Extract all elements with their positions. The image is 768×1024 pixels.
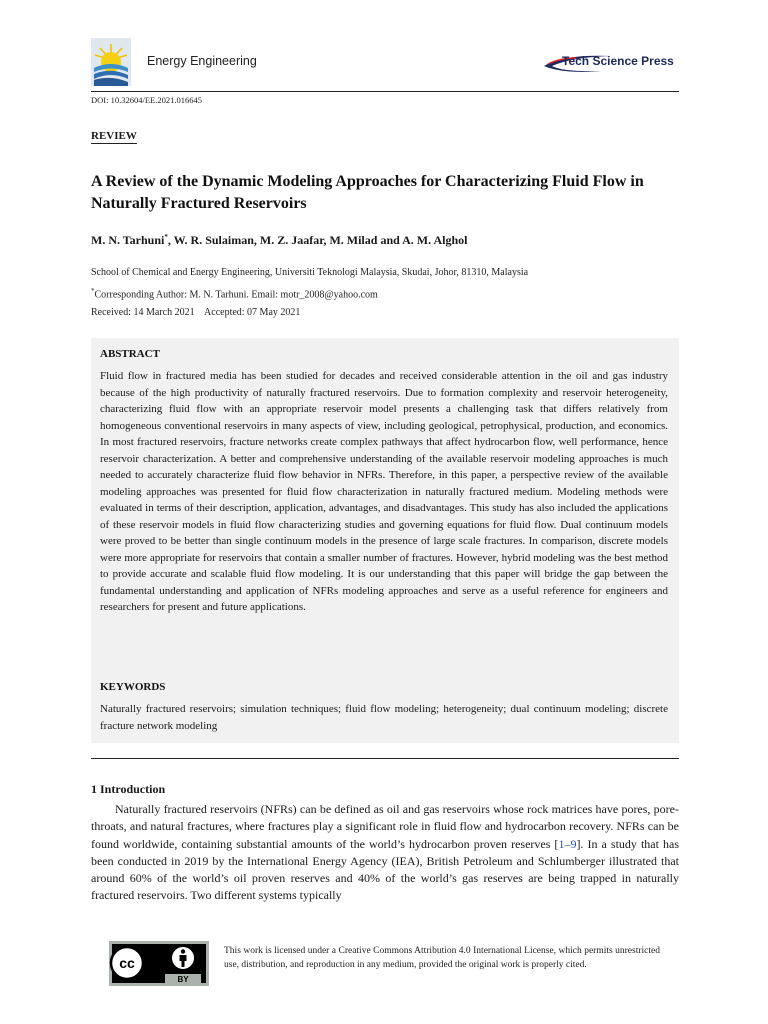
author-list xyxy=(91,233,467,248)
header-divider xyxy=(91,91,679,92)
keywords-text: Naturally fractured reservoirs; simulation techniques; fluid flow modeling; heterogeneity; dual continuum modeling; discrete fracture network modeling xyxy=(100,703,668,732)
citation-link[interactable]: 1–9 xyxy=(558,836,577,851)
journal-logo xyxy=(91,38,131,86)
article-dates: Received: 14 March 2021 Accepted: 07 May 2021 xyxy=(91,307,301,318)
abstract-box xyxy=(91,338,679,743)
corresponding-text: Corresponding Author: M. N. Tarhuni. Email: motr_2008@yahoo.com xyxy=(94,289,378,301)
introduction-paragraph xyxy=(91,801,679,905)
cc-by-license-icon[interactable] xyxy=(109,941,209,986)
cc-letters: cc xyxy=(119,955,135,971)
article-type-label: REVIEW xyxy=(91,130,137,142)
affiliation: School of Chemical and Energy Engineering, Universiti Teknologi Malaysia, Skudai, Johor, 81310, Malaysia xyxy=(91,267,529,278)
author-others: , W. R. Sulaiman, M. Z. Jaafar, M. Milad and A. M. Alghol xyxy=(167,233,468,247)
introduction-heading: 1 Introduction xyxy=(91,782,166,796)
section-divider xyxy=(91,758,679,759)
corresponding-mark: * xyxy=(91,287,95,295)
article-title: A Review of the Dynamic Modeling Approaches for Characterizing Fluid Flow in Naturally Fractured Reservoirs xyxy=(91,173,644,212)
introduction-text-b: ]. In a study that has been conducted in 2019 by the International Energy Agency (IEA), British Petroleum and Schlumberger illustrated that around 60% of the world’s oil proven reserves and 40% of the world’s gas reserves are being trapped in naturally fractured reservoirs. Two different systems typically xyxy=(91,836,679,903)
introduction-text-a: Naturally fractured reservoirs (NFRs) can be defined as oil and gas reservoirs whose rock matrices have pores, pore-throats, and natural fractures, where fractures play a significant role in fluid flow and hydrocarbon recovery. NFRs can be found worldwide, containing substantial amounts of the world’s hydrocarbon proven reserves [ xyxy=(91,802,679,851)
by-letters: BY xyxy=(177,975,189,984)
journal-name: Energy Engineering xyxy=(147,54,257,68)
publisher-name: Tech Science Press xyxy=(562,54,674,68)
abstract-text: Fluid flow in fractured media has been studied for decades and received considerable attention in the oil and gas industry because of the high productivity of naturally fractured reservoirs. Due to formation complexity and reservoir heterogeneity, characterizing fluid flow with an appropriate reservoir model presents a challenging task that differs relatively from homogeneous conventional reservoirs in many aspects of view, including geological, petrophysical, production, and economics. In most fractured reservoirs, fracture networks create complex pathways that affect hydrocarbon flow, well performance, hence reservoir characterization. A better and comprehensive understanding of the available reservoir modeling approaches is much needed to accurately characterize fluid flow behavior in NFRs. Therefore, in this paper, a perspective review of the available modeling approaches was presented for fluid flow characterization in naturally fractured medium. Modeling methods were evaluated in terms of their description, application, advantages, and disadvantages. This study has also included the applications of these reservoir models in fluid flow characterizing studies and governing equations for fluid flow. Dual continuum models were proved to be better than single continuum models in the presence of large scale fractures. In comparison, discrete models were more appropriate for reservoirs that contain a smaller number of fractures. However, hybrid modeling was the best method to provide accurate and scalable fluid flow modeling. It is our understanding that this paper will bridge the gap between the fundamental understanding and application of NFRs modeling approaches and serve as a useful reference for engineers and researchers for present and future applications. xyxy=(100,370,668,613)
corresponding-author xyxy=(91,287,378,300)
abstract-heading: ABSTRACT xyxy=(100,348,160,360)
corresponding-author-mark: * xyxy=(164,233,168,241)
license-text: This work is licensed under a Creative Commons Attribution 4.0 International License, which permits unrestricted use, distribution, and reproduction in any medium, provided the original work is properly cited. xyxy=(224,946,660,970)
doi[interactable]: DOI: 10.32604/EE.2021.016645 xyxy=(91,95,202,105)
keywords-heading: KEYWORDS xyxy=(100,681,166,693)
author-first: M. N. Tarhuni xyxy=(91,233,165,247)
